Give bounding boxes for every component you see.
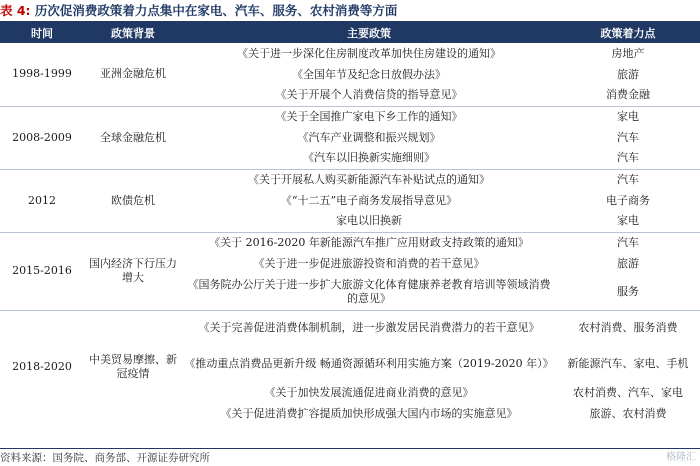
focus-cell: 农村消费、汽车、家电 (573, 385, 683, 399)
focus-cell: 消费金融 (606, 88, 650, 102)
policy-cell: 《关于进一步深化住房制度改革加快住房建设的通知》 (237, 46, 501, 60)
table-row (0, 169, 700, 190)
header-row (0, 23, 700, 43)
policy-cell: 《关于 2016-2020 年新能源汽车推广应用财政支持政策的通知》 (182, 232, 556, 253)
policy-cell: 家电以旧换新 (336, 214, 402, 228)
background-cell: 国内经济下行压力增大 (84, 232, 182, 310)
background-cell: 中美贸易摩擦、新冠疫情 (84, 310, 182, 424)
policy-cell: 《汽车以旧换新实施细则》 (303, 151, 435, 165)
policy-table (0, 23, 700, 424)
focus-cell: 农村消费、服务消费 (556, 310, 700, 346)
focus-cell: 旅游 (617, 67, 639, 81)
policy-cell: 《关于全国推广家电下乡工作的通知》 (182, 106, 556, 127)
policy-cell: 《关于加快发展流通促进商业消费的意见》 (264, 385, 474, 399)
policy-cell: 《国务院办公厅关于进一步扩大旅游文化体育健康养老教育培训等领域消费的意见》 (187, 277, 551, 305)
focus-cell: 房地产 (611, 46, 645, 60)
table-row (0, 232, 700, 253)
focus-cell: 汽车 (556, 169, 700, 190)
table-number: 表 4: (0, 3, 31, 18)
period-cell: 2018-2020 (0, 310, 84, 424)
watermark-logo: 格隆汇 (666, 452, 696, 463)
bottom-rule (0, 448, 700, 449)
focus-cell: 汽车 (617, 130, 639, 144)
focus-cell: 服务 (617, 284, 639, 298)
background-cell: 全球金融危机 (84, 106, 182, 169)
period-cell: 1998-1999 (12, 67, 72, 81)
header-background: 政策背景 (84, 23, 182, 43)
focus-cell: 电子商务 (606, 193, 650, 207)
policy-cell: 《全国年节及纪念日放假办法》 (292, 67, 446, 81)
focus-cell: 家电 (556, 106, 700, 127)
header-policy: 主要政策 (182, 23, 556, 43)
focus-cell: 新能源汽车、家电、手机 (567, 357, 689, 370)
policy-cell: 《汽车产业调整和振兴规划》 (297, 130, 441, 144)
policy-cell: 《“十二五”电子商务发展指导意见》 (280, 193, 458, 207)
policy-cell: 《关于促进消费扩容提质加快形成强大国内市场的实施意见》 (220, 406, 518, 420)
table-row (0, 43, 700, 64)
period-cell: 2008-2009 (0, 106, 84, 169)
table-title-text: 历次促消费政策着力点集中在家电、汽车、服务、农村消费等方面 (34, 3, 398, 18)
focus-cell: 旅游、农村消费 (589, 406, 667, 420)
period-cell: 2012 (0, 169, 84, 232)
focus-cell: 家电 (617, 214, 639, 228)
background-cell: 亚洲金融危机 (100, 67, 166, 81)
table-title (0, 0, 700, 21)
table-row (0, 106, 700, 127)
focus-cell: 汽车 (617, 151, 639, 165)
focus-cell: 旅游 (617, 256, 639, 270)
policy-cell: 《关于进一步促进旅游投资和消费的若干意见》 (253, 256, 485, 270)
policy-cell: 《推动重点消费品更新升级 畅通资源循环利用实施方案（2019-2020 年）》 (184, 357, 554, 370)
background-cell: 欧债危机 (84, 169, 182, 232)
policy-cell: 《关于开展个人消费信贷的指导意见》 (275, 88, 463, 102)
header-focus: 政策着力点 (556, 23, 700, 43)
focus-cell: 汽车 (556, 232, 700, 253)
policy-cell: 《关于开展私人购买新能源汽车补贴试点的通知》 (182, 169, 556, 190)
header-period: 时间 (0, 23, 84, 43)
policy-cell: 《关于完善促进消费体制机制，进一步激发居民消费潜力的若干意见》 (182, 310, 556, 346)
period-cell: 2015-2016 (0, 232, 84, 310)
table-row (0, 310, 700, 346)
source-note: 资料来源：国务院、商务部、开源证券研究所 (0, 452, 210, 464)
